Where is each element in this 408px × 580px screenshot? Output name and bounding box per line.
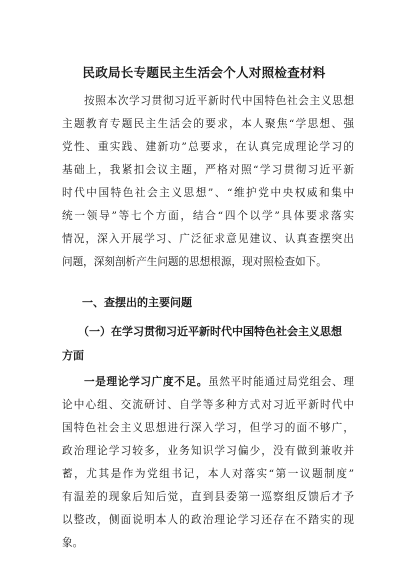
paragraph-line: 有温差的现象后知后觉，直到县委第一巡察组反馈后才予 bbox=[62, 491, 354, 503]
paragraph-lead: 一是理论学习广度不足。 bbox=[84, 376, 209, 388]
paragraph-first-line bbox=[84, 375, 354, 389]
intro-line: 问题，深刻剖析产生问题的思想根源，现对照检查如下。 bbox=[62, 256, 327, 268]
paragraph-line: 政治理论学习较多，业务知识学习偏少，没有做到兼收并 bbox=[62, 445, 354, 457]
section-heading: 一、查摆出的主要问题 bbox=[82, 296, 192, 309]
subsection-heading: （一）在学习贯彻习近平新时代中国特色社会主义思想 bbox=[78, 325, 342, 338]
intro-line: 按照本次学习贯彻习近平新时代中国特色社会主义思想 bbox=[84, 95, 354, 107]
paragraph-line: 以整改，侧面说明本人的政治理论学习还存在不踏实的现 bbox=[62, 514, 354, 526]
document-title: 民政局长专题民主生活会个人对照检查材料 bbox=[82, 65, 326, 80]
intro-line: 党性、重实践、建新功”总要求，在认真完成理论学习的 bbox=[62, 141, 354, 153]
intro-line: 统一领导”等七个方面，结合“四个以学”具体要求落实 bbox=[62, 210, 354, 222]
intro-line: 主题教育专题民主生活会的要求，本人聚焦“学思想、强 bbox=[62, 118, 354, 130]
intro-line: 时代中国特色社会主义思想”、“维护党中央权威和集中 bbox=[62, 187, 354, 199]
paragraph-line: 蓄，尤其是作为党组书记，本人对落实“第一议题制度” bbox=[62, 468, 354, 480]
subsection-heading-continued: 方面 bbox=[62, 349, 84, 362]
paragraph-line: 论中心组、交流研讨、自学等多种方式对习近平新时代中 bbox=[62, 399, 354, 411]
intro-line: 基础上，我紧扣会议主题，严格对照“学习贯彻习近平新 bbox=[62, 164, 354, 176]
paragraph-line: 象。 bbox=[62, 537, 84, 549]
paragraph-first-text: 虽然平时能通过局党组会、理 bbox=[208, 376, 355, 388]
paragraph-line: 国特色社会主义思想进行深入学习，但学习的面不够广， bbox=[62, 422, 354, 434]
intro-line: 情况，深入开展学习、广泛征求意见建议、认真查摆突出 bbox=[62, 233, 354, 245]
